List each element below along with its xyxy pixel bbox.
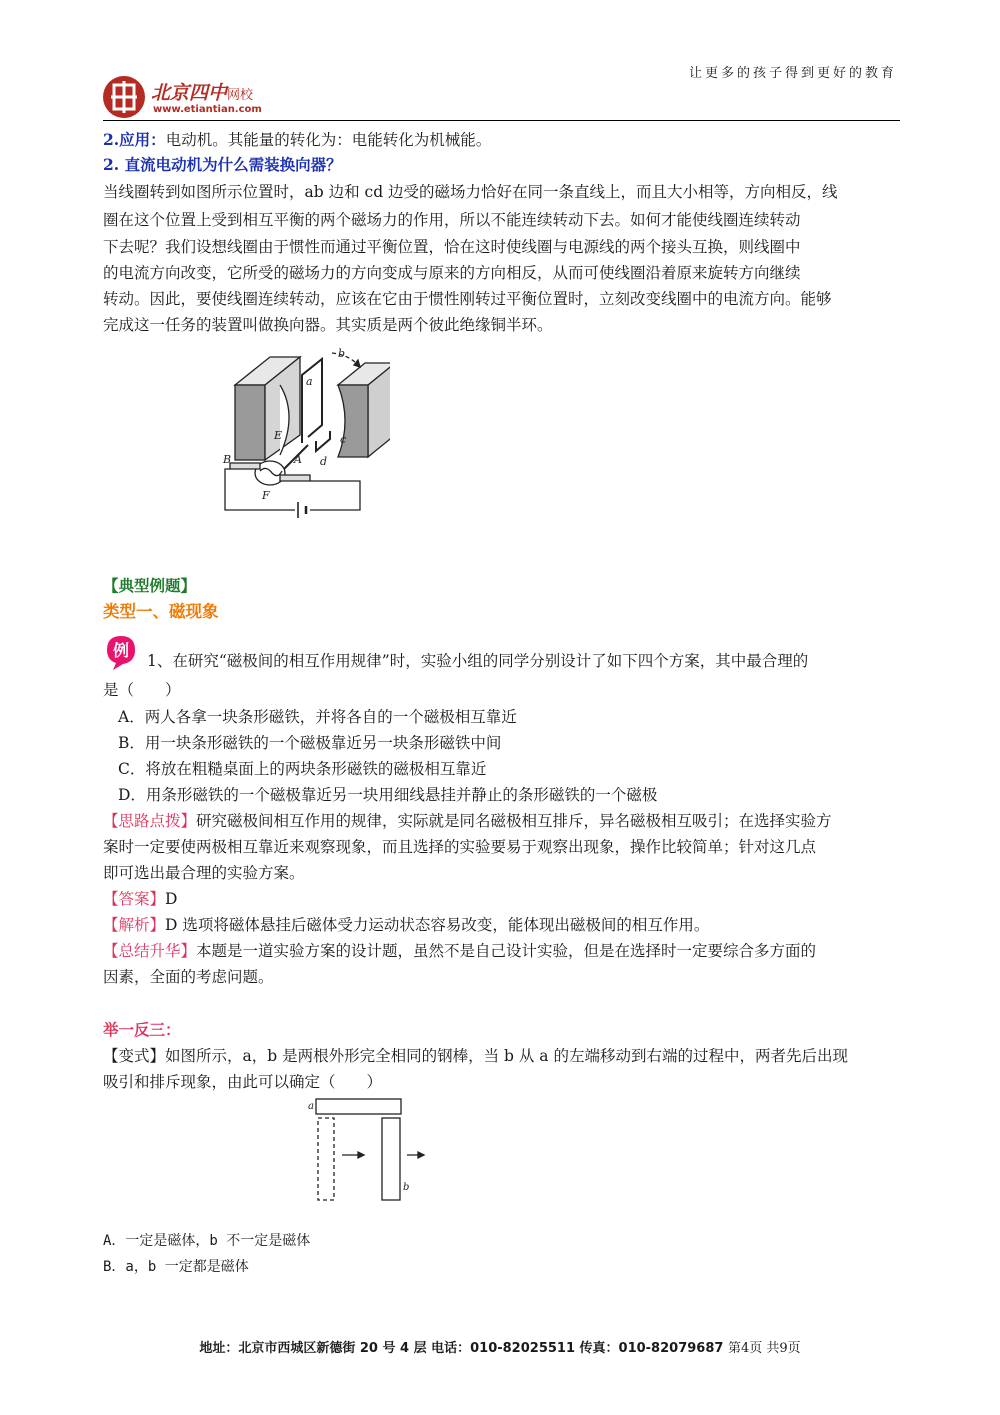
type-heading: 类型一、磁现象	[103, 602, 219, 621]
analysis-line: 【解析】D 选项将磁体悬挂后磁体受力运动状态容易改变，能体现出磁极间的相互作用。	[103, 916, 710, 934]
logo-name: 北京四中网校	[151, 82, 254, 104]
figure-label: b	[403, 1182, 410, 1193]
option-a: A．两人各拿一块条形磁铁，并将各自的一个磁极相互靠近	[118, 708, 517, 726]
paragraph-line: 下去呢？我们设想线圈由于惯性而通过平衡位置，恰在这时使线圈与电源线的两个接头互换，则线圈中	[103, 238, 801, 256]
variant-line: 【变式】如图所示，a，b 是两根外形完全相同的钢棒，当 b 从 a 的左端移动到右端的过程中，两者先后出现	[103, 1047, 848, 1065]
variant-line: 吸引和排斥现象，由此可以确定（ ）	[103, 1073, 383, 1091]
option-d: D．用条形磁铁的一个磁极靠近另一块用细线悬挂并静止的条形磁铁的一个磁极	[118, 786, 658, 804]
application-line: 2.应用：电动机。其能量的转化为：电能转化为机械能。	[103, 130, 492, 149]
hint-line: 案时一定要使两极相互靠近来观察现象，而且选择的实验要易于观察出现象，操作比较简单；针对这几点	[103, 838, 817, 856]
option-c: C．将放在粗糙桌面上的两块条形磁铁的磁极相互靠近	[118, 760, 487, 778]
figure-label: a	[306, 375, 313, 388]
typical-examples-heading: 【典型例题】	[103, 576, 197, 595]
header-divider	[103, 120, 900, 121]
variant-option-a: A．一定是磁体，b 不一定是磁体	[103, 1233, 311, 1249]
summary-line: 因素，全面的考虑问题。	[103, 968, 274, 986]
option-b: B．用一块条形磁铁的一个磁极靠近另一块条形磁铁中间	[118, 734, 502, 752]
paragraph-line: 圈在这个位置上受到相互平衡的两个磁场力的作用，所以不能连续转动下去。如何才能使线圈连续转动	[103, 211, 801, 229]
question-line: 1、在研究“磁极间的相互作用规律”时，实验小组的同学分别设计了如下四个方案，其中最合理的	[147, 652, 809, 670]
commutator-heading: 2. 直流电动机为什么需装换向器？	[103, 155, 342, 174]
hint-line: 【思路点拨】研究磁极间相互作用的规律，实际就是同名磁极相互排斥，异名磁极相互吸引；在选择实验方	[103, 812, 832, 830]
figure-label: b	[338, 347, 346, 360]
variant-heading: 举一反三：	[103, 1020, 181, 1039]
variant-option-b: B．a，b 一定都是磁体	[103, 1259, 249, 1275]
question-line: 是（ ）	[103, 681, 181, 699]
figure-label: a	[308, 1101, 314, 1112]
hint-line: 即可选出最合理的实验方案。	[103, 864, 305, 882]
footer-contact: 地址：北京市西城区新德街 20 号 4 层 电话：010-82025511 传真：010-82079687	[199, 1341, 724, 1356]
figure-label: d	[320, 455, 328, 468]
steel-bars-diagram	[306, 1093, 426, 1208]
figure-label: F	[262, 489, 270, 502]
figure-label: E	[274, 429, 283, 442]
logo-emblem-icon	[103, 76, 145, 118]
paragraph-line: 转动。因此，要使线圈连续转动，应该在它由于惯性刚转过平衡位置时，立刻改变线圈中的电流方向。能够	[103, 290, 832, 308]
school-logo	[103, 74, 293, 122]
figure-label: c	[340, 433, 347, 446]
header-slogan: 让更多的孩子得到更好的教育	[688, 66, 897, 81]
summary-line: 【总结升华】本题是一道实验方案的设计题，虽然不是自己设计实验，但是在选择时一定要综合多方面的	[103, 942, 817, 960]
figure-label: A	[294, 453, 302, 466]
page-footer	[0, 1337, 1000, 1356]
paragraph-line: 当线圈转到如图所示位置时，ab 边和 cd 边受的磁场力恰好在同一条直线上，而且大小相等，方向相反，线	[103, 183, 838, 201]
page-number: 第4页 共9页	[727, 1341, 801, 1356]
example-badge-icon	[103, 632, 139, 672]
figure-label: B	[223, 453, 232, 466]
logo-url: www.etiantian.com	[153, 104, 262, 115]
answer-line: 【答案】D	[103, 890, 178, 908]
motor-diagram	[220, 345, 390, 525]
svg-text:例: 例	[113, 641, 130, 660]
paragraph-line: 的电流方向改变，它所受的磁场力的方向变成与原来的方向相反，从而可使线圈沿着原来旋转方向继续	[103, 264, 801, 282]
paragraph-line: 完成这一任务的装置叫做换向器。其实质是两个彼此绝缘铜半环。	[103, 316, 553, 334]
